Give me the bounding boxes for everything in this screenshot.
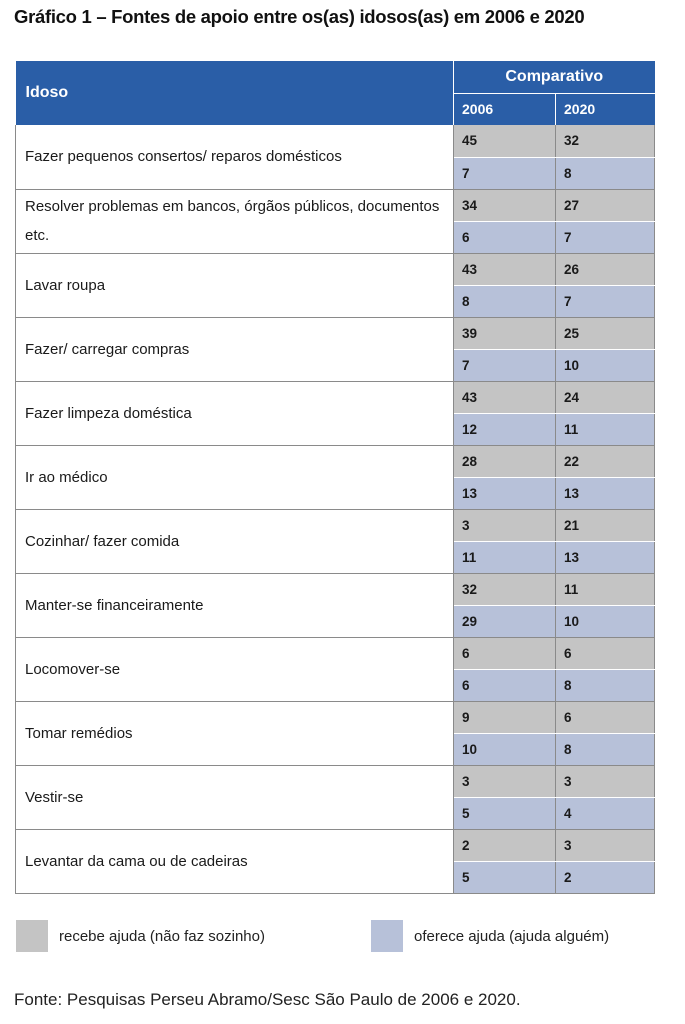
column-group-header: Comparativo — [454, 61, 655, 93]
legend-item-recebe — [16, 920, 265, 952]
row-label: Locomover-se — [16, 637, 454, 701]
table-row — [16, 125, 655, 157]
cell-oferece-2020: 11 — [556, 413, 655, 445]
row-label: Ir ao médico — [16, 445, 454, 509]
cell-recebe-2006: 28 — [454, 445, 556, 477]
table-row — [16, 701, 655, 733]
cell-oferece-2020: 10 — [556, 605, 655, 637]
cell-recebe-2006: 3 — [454, 765, 556, 797]
cell-oferece-2006: 7 — [454, 157, 556, 189]
cell-oferece-2020: 2 — [556, 861, 655, 893]
cell-oferece-2006: 8 — [454, 285, 556, 317]
cell-oferece-2006: 12 — [454, 413, 556, 445]
legend-swatch-oferece — [371, 920, 403, 952]
cell-oferece-2006: 13 — [454, 477, 556, 509]
cell-oferece-2006: 29 — [454, 605, 556, 637]
table-row — [16, 509, 655, 541]
table-row — [16, 765, 655, 797]
cell-oferece-2006: 5 — [454, 861, 556, 893]
table-row — [16, 637, 655, 669]
cell-oferece-2006: 5 — [454, 797, 556, 829]
table-row — [16, 317, 655, 349]
cell-recebe-2020: 3 — [556, 765, 655, 797]
row-label: Cozinhar/ fazer comida — [16, 509, 454, 573]
cell-recebe-2006: 2 — [454, 829, 556, 861]
cell-recebe-2020: 6 — [556, 701, 655, 733]
cell-recebe-2020: 3 — [556, 829, 655, 861]
legend-label-recebe: recebe ajuda (não faz sozinho) — [59, 927, 265, 945]
cell-recebe-2006: 43 — [454, 381, 556, 413]
cell-recebe-2006: 6 — [454, 637, 556, 669]
table-row — [16, 573, 655, 605]
column-header-year-2020: 2020 — [556, 93, 655, 125]
table-row — [16, 381, 655, 413]
cell-oferece-2006: 6 — [454, 669, 556, 701]
legend-item-oferece — [371, 920, 609, 952]
row-label: Resolver problemas em bancos, órgãos públicos, documentos etc. — [16, 189, 454, 253]
cell-recebe-2006: 32 — [454, 573, 556, 605]
cell-recebe-2020: 6 — [556, 637, 655, 669]
page-title: Gráfico 1 – Fontes de apoio entre os(as) idosos(as) em 2006 e 2020 — [14, 6, 585, 27]
cell-oferece-2006: 6 — [454, 221, 556, 253]
row-label: Vestir-se — [16, 765, 454, 829]
row-label: Manter-se financeiramente — [16, 573, 454, 637]
cell-oferece-2006: 10 — [454, 733, 556, 765]
table-row — [16, 189, 655, 221]
row-label: Fazer limpeza doméstica — [16, 381, 454, 445]
column-header-idoso: Idoso — [16, 61, 454, 125]
cell-recebe-2006: 45 — [454, 125, 556, 157]
cell-recebe-2006: 43 — [454, 253, 556, 285]
cell-oferece-2020: 4 — [556, 797, 655, 829]
cell-oferece-2020: 13 — [556, 477, 655, 509]
cell-recebe-2020: 11 — [556, 573, 655, 605]
row-label: Lavar roupa — [16, 253, 454, 317]
cell-oferece-2020: 8 — [556, 157, 655, 189]
cell-oferece-2020: 10 — [556, 349, 655, 381]
cell-oferece-2020: 8 — [556, 733, 655, 765]
row-label: Tomar remédios — [16, 701, 454, 765]
table-body — [16, 125, 655, 893]
cell-recebe-2020: 21 — [556, 509, 655, 541]
cell-recebe-2006: 3 — [454, 509, 556, 541]
source-note: Fonte: Pesquisas Perseu Abramo/Sesc São Paulo de 2006 e 2020. — [14, 990, 521, 1009]
cell-oferece-2006: 7 — [454, 349, 556, 381]
row-label: Fazer pequenos consertos/ reparos domésticos — [16, 125, 454, 189]
cell-oferece-2020: 7 — [556, 285, 655, 317]
row-label: Levantar da cama ou de cadeiras — [16, 829, 454, 893]
table-row — [16, 253, 655, 285]
cell-oferece-2006: 11 — [454, 541, 556, 573]
cell-recebe-2020: 25 — [556, 317, 655, 349]
cell-recebe-2020: 22 — [556, 445, 655, 477]
cell-oferece-2020: 13 — [556, 541, 655, 573]
cell-oferece-2020: 8 — [556, 669, 655, 701]
table-row — [16, 445, 655, 477]
legend-swatch-recebe — [16, 920, 48, 952]
support-sources-table — [15, 61, 655, 894]
cell-recebe-2006: 34 — [454, 189, 556, 221]
table-row — [16, 829, 655, 861]
cell-recebe-2020: 27 — [556, 189, 655, 221]
column-header-year-2006: 2006 — [454, 93, 556, 125]
legend-label-oferece: oferece ajuda (ajuda alguém) — [414, 927, 610, 945]
cell-recebe-2006: 39 — [454, 317, 556, 349]
cell-recebe-2006: 9 — [454, 701, 556, 733]
cell-recebe-2020: 26 — [556, 253, 655, 285]
cell-recebe-2020: 32 — [556, 125, 655, 157]
row-label: Fazer/ carregar compras — [16, 317, 454, 381]
cell-oferece-2020: 7 — [556, 221, 655, 253]
cell-recebe-2020: 24 — [556, 381, 655, 413]
